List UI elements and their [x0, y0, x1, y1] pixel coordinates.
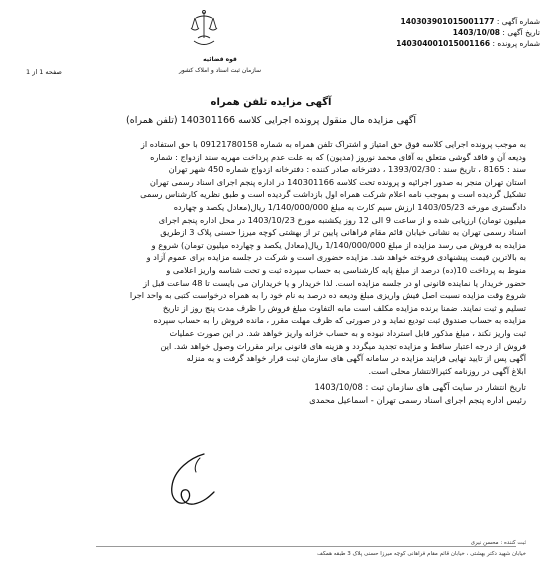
notice-meta: [270, 16, 540, 49]
notice-number: 140303901015001177: [400, 17, 495, 26]
body-line: مزایده به حساب صندوق ثبت تودیع نماید و در صورتی که ظرف مهلت مقرر ، مانده فروش را به حساب سپرده: [153, 315, 526, 326]
notice-body: [16, 138, 526, 377]
body-line: استان تهران منجر به صدور اجرائیه و پرونده تحت کلاسه 140301166 در اداره پنجم اجرای اسناد رسمی تهران: [149, 176, 526, 187]
notice-subtitle: آگهی مزایده مال منقول پرونده اجرایی کلاسه 140301166 (تلفن همراه): [126, 115, 416, 126]
page-number: صفحه 1 از 1: [26, 68, 62, 76]
body-line: تشکیل گردیده است و بموجب نامه اعلام شرکت همراه اول بازداشت گردیده است و طبق نظریه کارشناس رسمی: [140, 189, 526, 200]
footer-divider: [96, 546, 516, 547]
publish-date-line: تاریخ انتشار در سایت آگهی های سازمان ثبت : 1403/10/08: [314, 382, 526, 392]
body-line: ودیعه آن و فاقد گوشی متعلق به آقای محمد نوروز (مدیون) که به علت عدم پرداخت مهریه سند ازدواج : شماره: [150, 151, 526, 162]
signatory-line: رئیس اداره پنجم اجرای اسناد رسمی تهران - اسماعیل محمدی: [309, 395, 526, 405]
office-address: خیابان شهید دکتر بهشتی ، خیابان قائم مقام فراهانی کوچه میرزا حسنی پلاک 3 طبقه همکف: [317, 551, 526, 557]
body-line: میلیون تومان) ارزیابی شده و از ساعت 9 الی 12 روز یکشنبه مورخ 1403/10/23 در محل اداره پنجم اجرای: [158, 214, 526, 225]
body-line: فروش از درجه اعتبار ساقط و مزایده تجدید میگردد و هزینه های قانونی برابر مقررات وصول خواهد شد. این: [160, 340, 526, 351]
notice-number-row: [270, 16, 540, 27]
registrar-line: ثبت کننده : محسن نیری: [470, 540, 526, 546]
body-line: مزایده به فروش می رسد مزایده از مبلغ 1/140/000/000 ریال(معادل یکصد و چهارده میلیون تومان) شروع و: [151, 239, 526, 250]
case-number-label: شماره پرونده :: [492, 39, 540, 48]
body-line: اسناد رسمی تهران به نشانی خیابان قائم مقام فراهانی پایین تر از بهشتی کوچه میرزا حسنی پلاک 3 ازطریق: [160, 227, 526, 238]
body-line: دادگستری مورخه 1403/05/23 ارزش سیم کارت به مبلغ 1/140/000/000 ریال(معادل یکصد و چهارده: [173, 201, 526, 212]
body-line: به بالاترین قیمت پیشنهادی فروخته خواهد شد. مزایده حضوری است و شرکت در جلسه مزایده برای عموم آزاد و: [146, 252, 526, 263]
body-line: ثبت واریز نکند ، مبلغ مذکور قابل استرداد نبوده و به حساب خزانه واریز خواهد شد. در این صورت عملیات: [169, 327, 526, 338]
body-line: آگهی پس از تایید نهایی فرایند مزایده در سامانه آگهی های سازمان ثبت قرار خواهد گرفت و به منزله: [186, 353, 526, 364]
body-line: ابلاغ آگهی در روزنامه کثیرالانتشار محلی است.: [368, 365, 526, 376]
case-number-row: [270, 38, 540, 49]
body-line: منوط به پرداخت 10(ده) درصد از مبلغ پایه کارشناسی به حساب سپرده ثبت و تحت شناسه واریز اعلامی و: [166, 264, 526, 275]
notice-date-label: تاریخ آگهی :: [502, 28, 540, 37]
notice-title: آگهی مزایده تلفن همراه: [210, 97, 332, 108]
org-name-registration: سازمان ثبت اسناد و املاک کشور: [178, 67, 262, 74]
body-line: سند : 8165 ، تاریخ سند : 1393/02/30 ، دفترخانه صادر کننده : دفترخانه ازدواج شماره 450 شهر تهران: [168, 164, 526, 175]
notice-date: 1403/10/08: [452, 28, 501, 37]
body-line: شروع وقت مزایده نسبت اصل فیش واریزی مبلغ ودیعه ده درصد به نام خود را به همراه درخواست کتبی به واحد اجرا: [129, 290, 526, 301]
body-line: تسلیم و ثبت نمایند. ضمنا برنده مزایده مکلف است مابه التفاوت مبلغ فروش را ظرف مدت پنج روز از تاریخ: [162, 302, 526, 313]
body-line: به موجب پرونده اجرایی کلاسه فوق حق امتیاز و اشتراک تلفن همراه به شماره 09121780158 با حق استفاده از: [140, 139, 526, 149]
judiciary-emblem-icon: [184, 8, 224, 56]
case-number: 140304001015001166: [396, 39, 491, 48]
handwritten-signature: [160, 448, 220, 518]
org-name-judiciary: قوه قضائیه: [203, 56, 237, 63]
notice-number-label: شماره آگهی :: [496, 17, 540, 26]
notice-date-row: [270, 27, 540, 38]
body-line: حضور خریدار یا نماینده قانونی او در جلسه مزایده است. لذا خریدار و یا خریداران می بایست تا 48 ساعت قبل از: [143, 277, 526, 288]
